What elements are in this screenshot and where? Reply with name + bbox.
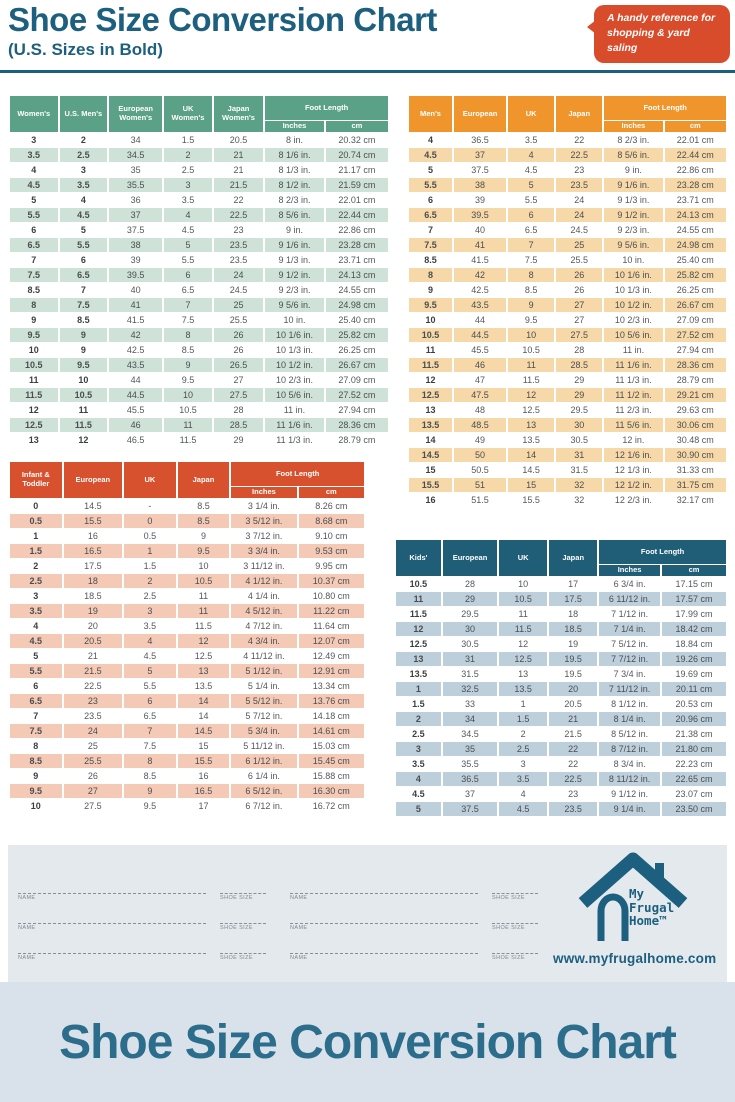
column-header: Kids'	[396, 540, 441, 576]
table-row: 8.5 7 40 6.5 24.5 9 2/3 in. 24.55 cm	[10, 283, 388, 297]
table-row: 4.5 37 4 22.5 8 5/6 in. 22.44 cm	[409, 148, 726, 162]
table-row: 7.5 6.5 39.5 6 24 9 1/2 in. 24.13 cm	[10, 268, 388, 282]
shoe-size-label: SHOE SIZE	[492, 955, 525, 961]
table-row: 10.5 9.5 43.5 9 26.5 10 1/2 in. 26.67 cm	[10, 358, 388, 372]
name-field	[290, 915, 478, 931]
table-row: 3 18.5 2.5 11 4 1/4 in. 10.80 cm	[10, 589, 364, 603]
table-row: 3 2 34 1.5 20.5 8 in. 20.32 cm	[10, 133, 388, 147]
table-row: 6.5 39.5 6 24 9 1/2 in. 24.13 cm	[409, 208, 726, 222]
shoe-size-line	[220, 915, 266, 924]
shoe-size-line	[220, 945, 266, 954]
shoe-size-field	[492, 885, 538, 901]
inches-subheader: Inches	[599, 565, 660, 576]
kids-size-table-section	[394, 539, 728, 817]
table-row: 7.5 24 7 14.5 5 3/4 in. 14.61 cm	[10, 724, 364, 738]
table-row: 4.5 3.5 35.5 3 21.5 8 1/2 in. 21.59 cm	[10, 178, 388, 192]
shoe-size-field	[492, 945, 538, 961]
fill-in-row	[290, 915, 538, 931]
table-row: 6.5 23 6 14 5 5/12 in. 13.76 cm	[10, 694, 364, 708]
table-row: 4 36.5 3.5 22.5 8 11/12 in. 22.65 cm	[396, 772, 726, 786]
table-row: 0.5 15.5 0 8.5 3 5/12 in. 8.68 cm	[10, 514, 364, 528]
name-label: NAME	[290, 955, 308, 961]
name-label: NAME	[290, 895, 308, 901]
shoe-size-line	[492, 915, 538, 924]
column-header: Japan Women's	[214, 96, 263, 132]
table-row: 10 9 42.5 8.5 26 10 1/3 in. 26.25 cm	[10, 343, 388, 357]
table-row: 8.5 41.5 7.5 25.5 10 in. 25.40 cm	[409, 253, 726, 267]
table-row: 1 16 0.5 9 3 7/12 in. 9.10 cm	[10, 529, 364, 543]
page-title: Shoe Size Conversion Chart	[8, 1, 437, 38]
shoe-size-label: SHOE SIZE	[220, 895, 253, 901]
kids-size-table	[394, 539, 728, 817]
table-row: 4 3 35 2.5 21 8 1/3 in. 21.17 cm	[10, 163, 388, 177]
table-row: 5 21 4.5 12.5 4 11/12 in. 12.49 cm	[10, 649, 364, 663]
shoe-size-line	[492, 945, 538, 954]
name-field	[290, 885, 478, 901]
fill-in-column	[18, 885, 266, 975]
column-header: Japan	[556, 96, 602, 132]
shoe-size-line	[492, 885, 538, 894]
table-row: 15.5 51 15 32 12 1/2 in. 31.75 cm	[409, 478, 726, 492]
table-row: 6.5 5.5 38 5 23.5 9 1/6 in. 23.28 cm	[10, 238, 388, 252]
table-row: 10 44 9.5 27 10 2/3 in. 27.09 cm	[409, 313, 726, 327]
table-row: 15 50.5 14.5 31.5 12 1/3 in. 31.33 cm	[409, 463, 726, 477]
table-row: 1.5 16.5 1 9.5 3 3/4 in. 9.53 cm	[10, 544, 364, 558]
table-row: 3.5 2.5 34.5 2 21 8 1/6 in. 20.74 cm	[10, 148, 388, 162]
name-label: NAME	[18, 895, 36, 901]
table-row: 9.5 43.5 9 27 10 1/2 in. 26.67 cm	[409, 298, 726, 312]
table-row: 3 35 2.5 22 8 7/12 in. 21.80 cm	[396, 742, 726, 756]
column-header: European	[64, 462, 122, 498]
column-header: Japan	[178, 462, 230, 498]
fill-in-row	[18, 915, 266, 931]
table-row: 10.5 28 10 17 6 3/4 in. 17.15 cm	[396, 577, 726, 591]
table-row: 2.5 34.5 2 21.5 8 5/12 in. 21.38 cm	[396, 727, 726, 741]
table-row: 11 10 44 9.5 27 10 2/3 in. 27.09 cm	[10, 373, 388, 387]
name-field	[18, 915, 206, 931]
table-row: 4.5 37 4 23 9 1/12 in. 23.07 cm	[396, 787, 726, 801]
column-header: Japan	[549, 540, 597, 576]
column-header: Infant & Toddler	[10, 462, 62, 498]
column-header: UK Women's	[164, 96, 212, 132]
table-row: 9.5 9 42 8 26 10 1/6 in. 25.82 cm	[10, 328, 388, 342]
table-row: 8.5 25.5 8 15.5 6 1/12 in. 15.45 cm	[10, 754, 364, 768]
table-row: 11.5 46 11 28.5 11 1/6 in. 28.36 cm	[409, 358, 726, 372]
fill-in-row	[18, 885, 266, 901]
table-row: 11 45.5 10.5 28 11 in. 27.94 cm	[409, 343, 726, 357]
column-header: UK	[508, 96, 554, 132]
table-row: 6 22.5 5.5 13.5 5 1/4 in. 13.34 cm	[10, 679, 364, 693]
table-row: 13 12 46.5 11.5 29 11 1/3 in. 28.79 cm	[10, 433, 388, 447]
table-row: 12.5 30.5 12 19 7 5/12 in. 18.84 cm	[396, 637, 726, 651]
table-row: 13.5 31.5 13 19.5 7 3/4 in. 19.69 cm	[396, 667, 726, 681]
table-row: 5.5 38 5 23.5 9 1/6 in. 23.28 cm	[409, 178, 726, 192]
column-header: European Women's	[109, 96, 162, 132]
table-row: 7 23.5 6.5 14 5 7/12 in. 14.18 cm	[10, 709, 364, 723]
column-header: U.S. Men's	[60, 96, 108, 132]
name-field	[18, 885, 206, 901]
badge-text: A handy reference for shopping & yard saling	[607, 12, 716, 55]
cm-subheader: cm	[299, 487, 364, 498]
table-row: 6 5 37.5 4.5 23 9 in. 22.86 cm	[10, 223, 388, 237]
inches-subheader: Inches	[231, 487, 296, 498]
table-row: 9.5 27 9 16.5 6 5/12 in. 16.30 cm	[10, 784, 364, 798]
fill-in-row	[18, 945, 266, 961]
column-header: Men's	[409, 96, 452, 132]
table-row: 11 29 10.5 17.5 6 11/12 in. 17.57 cm	[396, 592, 726, 606]
name-label: NAME	[18, 925, 36, 931]
table-row: 9 42.5 8.5 26 10 1/3 in. 26.25 cm	[409, 283, 726, 297]
table-row: 12.5 11.5 46 11 28.5 11 1/6 in. 28.36 cm	[10, 418, 388, 432]
column-header: UK	[499, 540, 547, 576]
table-row: 0 14.5 - 8.5 3 1/4 in. 8.26 cm	[10, 499, 364, 513]
table-row: 1.5 33 1 20.5 8 1/12 in. 20.53 cm	[396, 697, 726, 711]
shoe-size-field	[220, 945, 266, 961]
name-label: NAME	[18, 955, 36, 961]
womens-size-table-section	[8, 95, 390, 448]
cm-subheader: cm	[662, 565, 726, 576]
shoe-size-line	[220, 885, 266, 894]
infant-toddler-size-table-section	[8, 461, 366, 814]
name-field	[18, 945, 206, 961]
table-row: 6 39 5.5 24 9 1/3 in. 23.71 cm	[409, 193, 726, 207]
foot-length-header: Foot Length	[231, 462, 364, 486]
page-subtitle: (U.S. Sizes in Bold)	[8, 39, 163, 59]
mens-size-table	[407, 95, 728, 508]
name-line	[18, 945, 206, 954]
table-row: 2 34 1.5 21 8 1/4 in. 20.96 cm	[396, 712, 726, 726]
inches-subheader: Inches	[265, 121, 324, 132]
table-row: 2 17.5 1.5 10 3 11/12 in. 9.95 cm	[10, 559, 364, 573]
foot-length-header: Foot Length	[599, 540, 726, 564]
column-header: UK	[124, 462, 176, 498]
table-row: 5.5 4.5 37 4 22.5 8 5/6 in. 22.44 cm	[10, 208, 388, 222]
name-field	[290, 945, 478, 961]
logo-wordmark: My Frugal Home™	[629, 886, 675, 928]
shoe-size-label: SHOE SIZE	[220, 955, 253, 961]
shoe-size-label: SHOE SIZE	[492, 925, 525, 931]
table-row: 13.5 48.5 13 30 11 5/6 in. 30.06 cm	[409, 418, 726, 432]
cm-subheader: cm	[326, 121, 388, 132]
title-block	[8, 0, 437, 60]
house-icon	[573, 851, 693, 943]
table-row: 12 47 11.5 29 11 1/3 in. 28.79 cm	[409, 373, 726, 387]
name-line	[290, 945, 478, 954]
header-divider	[0, 70, 735, 73]
cm-subheader: cm	[665, 121, 726, 132]
shoe-size-field	[492, 915, 538, 931]
table-row: 8 42 8 26 10 1/6 in. 25.82 cm	[409, 268, 726, 282]
table-row: 7 6 39 5.5 23.5 9 1/3 in. 23.71 cm	[10, 253, 388, 267]
shoe-size-label: SHOE SIZE	[220, 925, 253, 931]
fill-in-row	[290, 945, 538, 961]
table-row: 16 51.5 15.5 32 12 2/3 in. 32.17 cm	[409, 493, 726, 507]
table-row: 5 4 36 3.5 22 8 2/3 in. 22.01 cm	[10, 193, 388, 207]
infant-toddler-size-table	[8, 461, 366, 814]
table-row: 8 7.5 41 7 25 9 5/6 in. 24.98 cm	[10, 298, 388, 312]
table-row: 1 32.5 13.5 20 7 11/12 in. 20.11 cm	[396, 682, 726, 696]
table-row: 8 25 7.5 15 5 11/12 in. 15.03 cm	[10, 739, 364, 753]
table-row: 9 26 8.5 16 6 1/4 in. 15.88 cm	[10, 769, 364, 783]
table-row: 4.5 20.5 4 12 4 3/4 in. 12.07 cm	[10, 634, 364, 648]
table-row: 14 49 13.5 30.5 12 in. 30.48 cm	[409, 433, 726, 447]
shoe-size-label: SHOE SIZE	[492, 895, 525, 901]
table-row: 5 37.5 4.5 23 9 in. 22.86 cm	[409, 163, 726, 177]
table-row: 10.5 44.5 10 27.5 10 5/6 in. 27.52 cm	[409, 328, 726, 342]
fill-in-panel	[8, 845, 727, 982]
table-row: 9 8.5 41.5 7.5 25.5 10 in. 25.40 cm	[10, 313, 388, 327]
foot-length-header: Foot Length	[604, 96, 726, 120]
table-row: 12 11 45.5 10.5 28 11 in. 27.94 cm	[10, 403, 388, 417]
table-row: 2.5 18 2 10.5 4 1/12 in. 10.37 cm	[10, 574, 364, 588]
foot-length-header: Foot Length	[265, 96, 388, 120]
table-row: 12 30 11.5 18.5 7 1/4 in. 18.42 cm	[396, 622, 726, 636]
table-row: 5.5 21.5 5 13 5 1/12 in. 12.91 cm	[10, 664, 364, 678]
table-row: 4 36.5 3.5 22 8 2/3 in. 22.01 cm	[409, 133, 726, 147]
table-row: 3.5 19 3 11 4 5/12 in. 11.22 cm	[10, 604, 364, 618]
banner-title: Shoe Size Conversion Chart	[59, 1015, 676, 1069]
table-row: 14.5 50 14 31 12 1/6 in. 30.90 cm	[409, 448, 726, 462]
column-header: Women's	[10, 96, 58, 132]
website-url: www.myfrugalhome.com	[553, 951, 717, 966]
name-line	[290, 885, 478, 894]
fill-in-row	[290, 885, 538, 901]
womens-size-table	[8, 95, 390, 448]
name-line	[18, 885, 206, 894]
table-row: 7 40 6.5 24.5 9 2/3 in. 24.55 cm	[409, 223, 726, 237]
table-row: 11.5 29.5 11 18 7 1/12 in. 17.99 cm	[396, 607, 726, 621]
table-row: 7.5 41 7 25 9 5/6 in. 24.98 cm	[409, 238, 726, 252]
bottom-banner	[0, 982, 735, 1102]
column-header: European	[443, 540, 497, 576]
table-row: 13 31 12.5 19.5 7 7/12 in. 19.26 cm	[396, 652, 726, 666]
shoe-size-field	[220, 885, 266, 901]
inches-subheader: Inches	[604, 121, 662, 132]
mens-size-table-section	[407, 95, 728, 508]
table-row: 13 48 12.5 29.5 11 2/3 in. 29.63 cm	[409, 403, 726, 417]
table-row: 4 20 3.5 11.5 4 7/12 in. 11.64 cm	[10, 619, 364, 633]
column-header: European	[454, 96, 506, 132]
handy-reference-badge	[594, 5, 730, 63]
table-row: 12.5 47.5 12 29 11 1/2 in. 29.21 cm	[409, 388, 726, 402]
fill-in-column	[290, 885, 538, 975]
my-frugal-home-logo	[553, 851, 717, 966]
table-row: 10 27.5 9.5 17 6 7/12 in. 16.72 cm	[10, 799, 364, 813]
name-label: NAME	[290, 925, 308, 931]
table-row: 3.5 35.5 3 22 8 3/4 in. 22.23 cm	[396, 757, 726, 771]
table-row: 11.5 10.5 44.5 10 27.5 10 5/6 in. 27.52 cm	[10, 388, 388, 402]
name-line	[18, 915, 206, 924]
table-row: 5 37.5 4.5 23.5 9 1/4 in. 23.50 cm	[396, 802, 726, 816]
shoe-size-field	[220, 915, 266, 931]
name-line	[290, 915, 478, 924]
